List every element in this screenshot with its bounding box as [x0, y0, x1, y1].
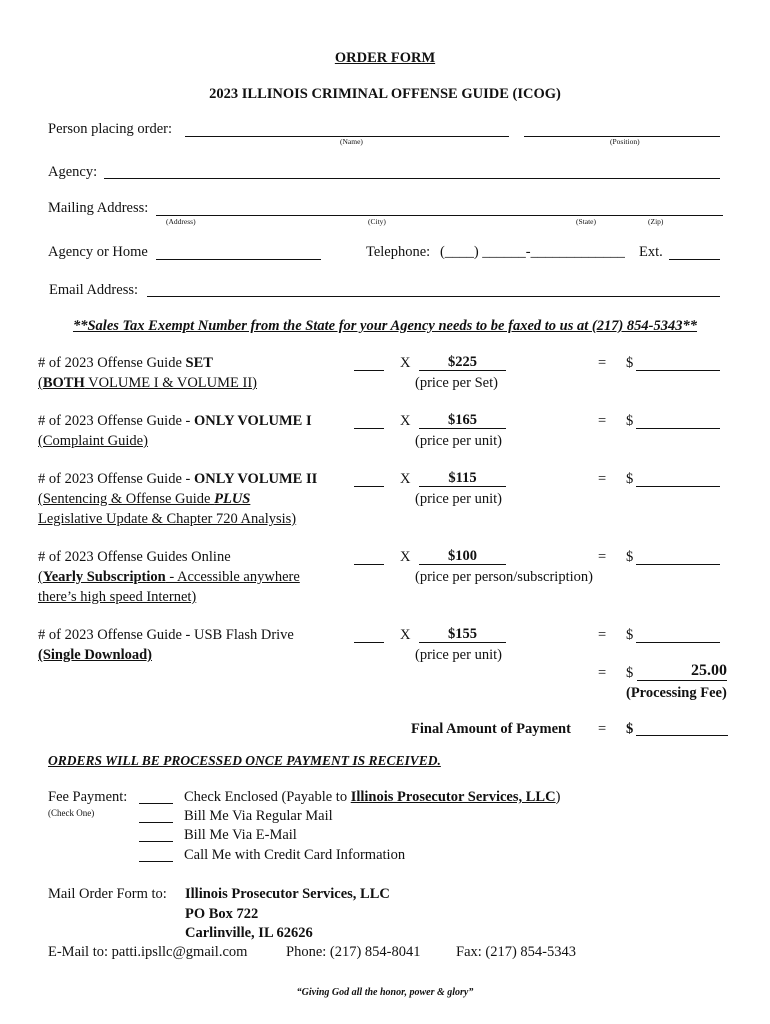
dollar-sign: $: [626, 627, 634, 643]
bill-mail-checkbox[interactable]: [139, 822, 173, 823]
dollar-sign: $: [626, 413, 634, 429]
quantity-field[interactable]: [354, 428, 384, 429]
mail-line1: Illinois Prosecutor Services, LLC: [185, 886, 390, 902]
email-field[interactable]: [147, 296, 720, 297]
bill-email-checkbox[interactable]: [139, 841, 173, 842]
processing-dollar: $: [626, 665, 634, 681]
unit-price: $155: [419, 627, 506, 643]
final-amount-field[interactable]: [636, 735, 728, 736]
contact-phone: Phone: (217) 854-8041: [286, 944, 421, 960]
form-subtitle: 2023 ILLINOIS CRIMINAL OFFENSE GUIDE (ICOG): [209, 86, 561, 102]
final-equals: =: [598, 721, 607, 737]
item-set-line2: (BOTH VOLUME I & VOLUME II): [38, 375, 257, 391]
name-caption: (Name): [340, 137, 363, 146]
item-vol1-line1: # of 2023 Offense Guide - ONLY VOLUME I: [38, 413, 312, 429]
line-total-field[interactable]: [636, 642, 720, 643]
agency-home-field[interactable]: [156, 259, 321, 260]
position-caption: (Position): [610, 137, 640, 146]
price-note: (price per unit): [415, 491, 502, 507]
motto: “Giving God all the honor, power & glory”: [296, 987, 474, 998]
equals-sign: =: [598, 413, 607, 429]
line-total-field[interactable]: [636, 370, 720, 371]
times-sign: X: [400, 413, 411, 429]
city-caption: (City): [368, 217, 386, 226]
ext-label: Ext.: [639, 244, 663, 260]
dollar-sign: $: [626, 549, 634, 565]
unit-price: $165: [419, 413, 506, 429]
state-caption: (State): [576, 217, 596, 226]
bill-mail-option: Bill Me Via Regular Mail: [184, 808, 333, 824]
mail-order-label: Mail Order Form to:: [48, 886, 167, 902]
check-enclosed-checkbox[interactable]: [139, 803, 173, 804]
mailing-field[interactable]: [156, 215, 723, 216]
telephone-label: Telephone:: [366, 244, 431, 260]
item-online-line2: (Yearly Subscription - Accessible anywhere: [38, 569, 300, 585]
agency-label: Agency:: [48, 164, 98, 180]
processing-label: (Processing Fee): [626, 685, 727, 701]
contact-fax: Fax: (217) 854-5343: [456, 944, 577, 960]
final-amount-label: Final Amount of Payment: [411, 721, 571, 737]
line-total-field[interactable]: [636, 428, 720, 429]
unit-price: $100: [419, 549, 506, 565]
processing-equals: =: [598, 665, 607, 681]
final-dollar: $: [626, 721, 634, 737]
contact-email: E-Mail to: patti.ipsllc@gmail.com: [48, 944, 248, 960]
address-caption: (Address): [166, 217, 196, 226]
mailing-label: Mailing Address:: [48, 200, 149, 216]
bill-email-option: Bill Me Via E-Mail: [184, 827, 297, 843]
quantity-field[interactable]: [354, 486, 384, 487]
agency-field[interactable]: [104, 178, 720, 179]
orders-notice: ORDERS WILL BE PROCESSED ONCE PAYMENT IS RECEIVED.: [48, 753, 441, 768]
processing-amount: 25.00: [637, 662, 727, 681]
credit-card-checkbox[interactable]: [139, 861, 173, 862]
quantity-field[interactable]: [354, 370, 384, 371]
item-vol2-line3: Legislative Update & Chapter 720 Analysis): [38, 511, 297, 527]
credit-card-option: Call Me with Credit Card Information: [184, 847, 406, 863]
unit-price: $225: [419, 355, 506, 371]
price-note: (price per unit): [415, 647, 502, 663]
email-label: Email Address:: [49, 282, 139, 298]
item-usb-line1: # of 2023 Offense Guide - USB Flash Drive: [38, 627, 294, 643]
price-note: (price per Set): [415, 375, 498, 391]
equals-sign: =: [598, 549, 607, 565]
item-online-line1: # of 2023 Offense Guides Online: [38, 549, 231, 565]
item-vol2-line2: (Sentencing & Offense Guide PLUS: [38, 491, 251, 507]
ext-field[interactable]: [669, 259, 720, 260]
item-vol2-line1: # of 2023 Offense Guide - ONLY VOLUME II: [38, 471, 318, 487]
fee-payment-label: Fee Payment:: [48, 789, 128, 805]
item-vol1-line2: (Complaint Guide): [38, 433, 148, 449]
quantity-field[interactable]: [354, 564, 384, 565]
unit-price: $115: [419, 471, 506, 487]
equals-sign: =: [598, 471, 607, 487]
dollar-sign: $: [626, 355, 634, 371]
equals-sign: =: [598, 627, 607, 643]
check-enclosed-option: Check Enclosed (Payable to Illinois Prosecutor Services, LLC): [184, 789, 561, 805]
item-online-line3: there’s high speed Internet): [38, 589, 197, 605]
times-sign: X: [400, 549, 411, 565]
times-sign: X: [400, 471, 411, 487]
mail-line3: Carlinville, IL 62626: [185, 925, 313, 941]
equals-sign: =: [598, 355, 607, 371]
dollar-sign: $: [626, 471, 634, 487]
person-label: Person placing order:: [48, 121, 173, 137]
mail-line2: PO Box 722: [185, 906, 259, 922]
form-title: ORDER FORM: [334, 50, 436, 66]
line-total-field[interactable]: [636, 564, 720, 565]
quantity-field[interactable]: [354, 642, 384, 643]
agency-home-label: Agency or Home: [48, 244, 148, 260]
times-sign: X: [400, 355, 411, 371]
times-sign: X: [400, 627, 411, 643]
line-total-field[interactable]: [636, 486, 720, 487]
tax-notice: **Sales Tax Exempt Number from the State for your Agency needs to be faxed to us at (217) 854-5343**: [72, 318, 698, 334]
item-usb-line2: (Single Download): [38, 647, 153, 663]
price-note: (price per person/subscription): [415, 569, 593, 585]
check-one-caption: (Check One): [48, 808, 95, 818]
price-note: (price per unit): [415, 433, 502, 449]
telephone-field[interactable]: (____) ______-_____________: [440, 244, 625, 260]
item-set-line1: # of 2023 Offense Guide SET: [38, 355, 213, 371]
zip-caption: (Zip): [648, 217, 664, 226]
